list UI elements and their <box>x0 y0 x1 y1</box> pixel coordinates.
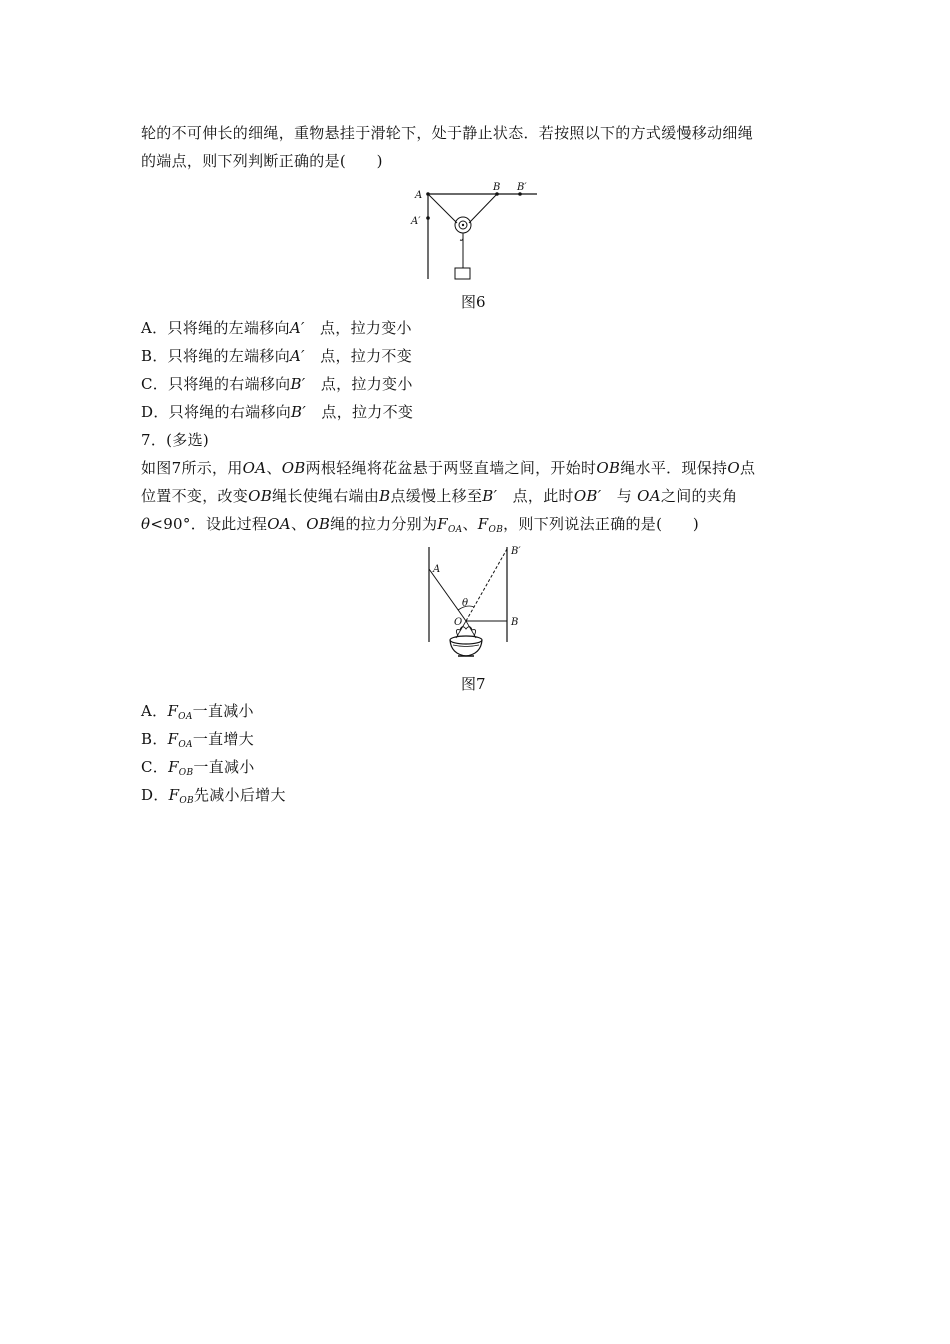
figure-7-diagram <box>420 544 532 666</box>
label-a: A <box>433 564 441 575</box>
q6-option-d: D．只将绳的右端移向B′ 点，拉力不变 <box>141 403 414 421</box>
label-a-prime: A′ <box>411 216 421 227</box>
q6-option-c: C．只将绳的右端移向B′ 点，拉力变小 <box>141 375 413 393</box>
figure-7-caption: 图7 <box>461 675 486 693</box>
q7-stem-line-2: 位置不变，改变OB绳长使绳右端由B点缓慢上移至B′ 点，此时OB′ 与 OA之间的夹角 <box>141 487 738 505</box>
label-o: O <box>454 617 463 628</box>
label-b-prime: B′ <box>511 546 521 557</box>
label-b: B <box>511 617 519 628</box>
q7-option-d: D．$F_{OB}$先减小后增大 <box>141 786 286 806</box>
label-a: A <box>415 190 423 201</box>
q7-header: 7．(多选) <box>141 431 210 449</box>
label-b-prime: B′ <box>517 182 527 193</box>
q7-option-b: B．$F_{OA}$一直增大 <box>141 730 255 750</box>
figure-6-diagram <box>405 183 545 283</box>
q6-option-a: A．只将绳的左端移向A′ 点，拉力变小 <box>141 319 412 337</box>
intro-line-1: 轮的不可伸长的细绳，重物悬挂于滑轮下，处于静止状态．若按照以下的方式缓慢移动细绳 <box>141 124 754 142</box>
label-theta: θ <box>462 598 469 609</box>
q7-stem-line-1: 如图7所示，用OA、OB两根轻绳将花盆悬于两竖直墙之间，开始时OB绳水平．现保持O点 <box>141 459 756 477</box>
intro-line-2: 的端点，则下列判断正确的是( ) <box>141 152 383 170</box>
q7-stem-line-3: θ<90°．设此过程OA、OB绳的拉力分别为$F_{OA}$、$F_{OB}$，则下列说法正确的是( ) <box>141 515 700 535</box>
q7-option-a: A．$F_{OA}$一直减小 <box>141 702 254 722</box>
figure-6-caption: 图6 <box>461 293 486 311</box>
q7-option-c: C．$F_{OB}$一直减小 <box>141 758 255 778</box>
q6-option-b: B．只将绳的左端移向A′ 点，拉力不变 <box>141 347 412 365</box>
label-b: B <box>493 182 501 193</box>
